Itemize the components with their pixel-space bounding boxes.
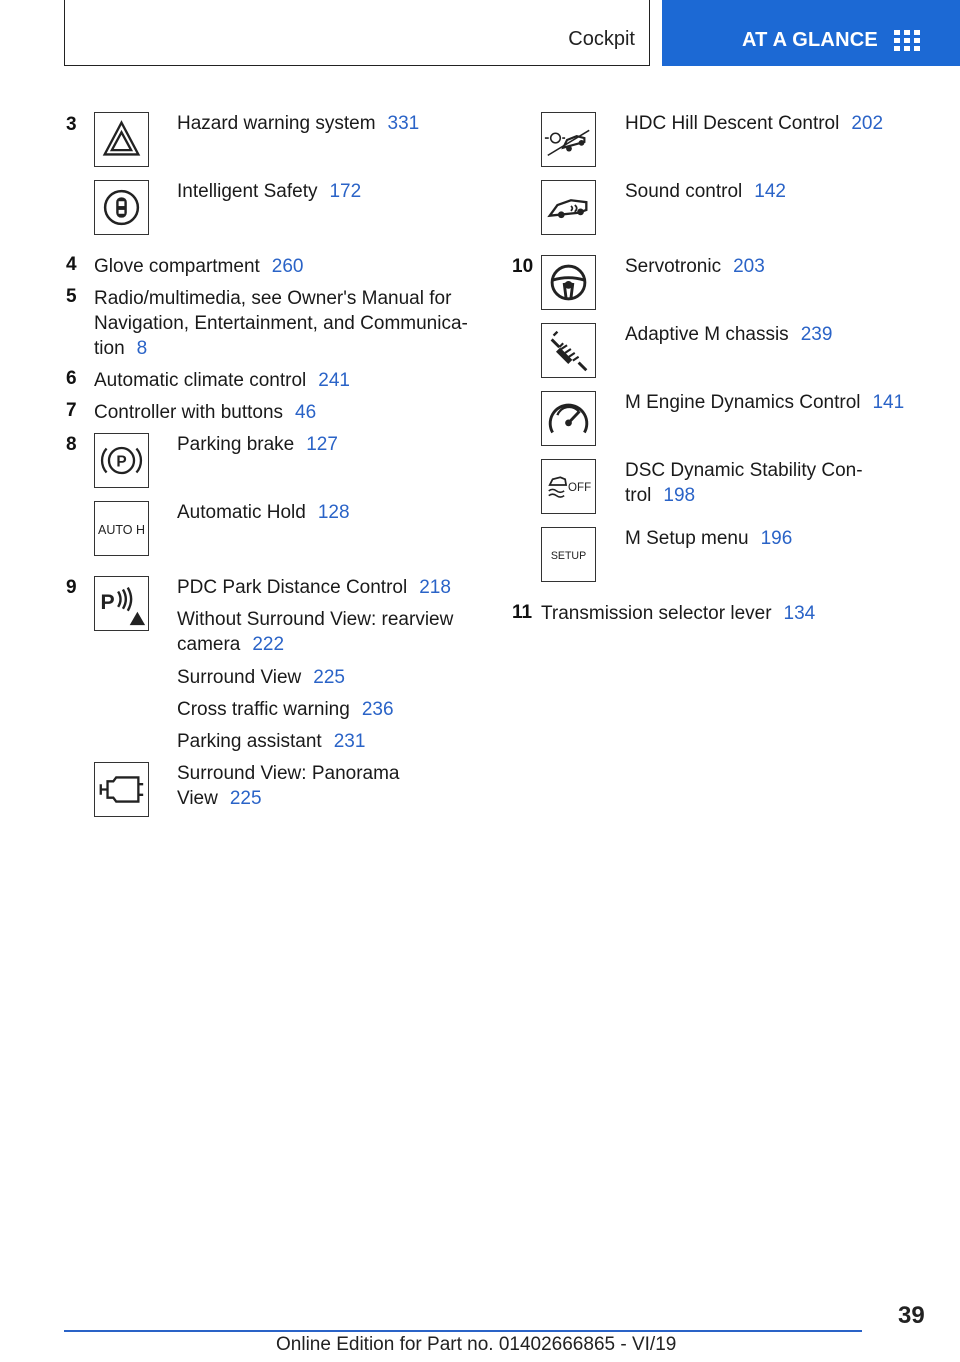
chapter-title: AT A GLANCE [742,29,878,51]
page-link[interactable]: 225 [229,788,262,809]
dsc-off-icon [541,459,596,514]
parking-brake-icon [94,433,149,488]
dsc-icon-text: OFF [568,481,592,494]
page-link[interactable]: 172 [329,181,362,202]
parking-brake-entry: Parking brake 127 [177,434,338,455]
page-link[interactable]: 198 [663,485,696,506]
item-number-4: 4 [66,254,77,275]
panorama-view-entry: Surround View: Panorama View 225 [177,763,400,809]
gauge-icon [541,391,596,446]
hazard-triangle-icon [94,112,149,167]
panorama-view-icon [94,762,149,817]
intelligent-safety-icon [94,180,149,235]
item-number-11: 11 [512,602,533,623]
chapter-tab[interactable] [662,0,960,66]
glove-compartment-entry: Glove compartment 260 [94,256,304,277]
page-link[interactable]: 127 [306,434,338,455]
page-number: 39 [898,1302,925,1329]
auto-hold-icon [94,501,149,556]
pdc-icon [94,576,149,631]
page-link[interactable]: 46 [295,402,317,423]
intelligent-safety-entry: Intelligent Safety 172 [177,181,362,202]
parking-assistant-entry: Parking assistant 231 [177,731,366,752]
rearview-camera-entry: Without Surround View: rearview camera 222 [177,609,454,655]
grid-menu-icon[interactable] [894,30,920,51]
surround-view-entry: Surround View 225 [177,667,345,688]
adaptive-chassis-entry: Adaptive M chassis 239 [625,324,833,345]
radio-multimedia-entry: Radio/multimedia, see Owner's Manual for Navigation, Entertainment, and Communica- tion 8 [94,288,468,359]
section-title: Cockpit [568,28,635,50]
page-link[interactable]: 231 [333,731,366,752]
page-link[interactable]: 218 [419,577,451,598]
sound-control-icon [541,180,596,235]
setup-icon-text: SETUP [550,549,587,562]
page-link[interactable]: 225 [313,667,345,688]
item-number-10: 10 [512,256,534,277]
steering-wheel-icon [541,255,596,310]
footer-divider [64,1330,862,1332]
page-link[interactable]: 260 [271,256,304,277]
transmission-entry: Transmission selector lever 134 [541,603,816,624]
hazard-warning-entry: Hazard warning system 331 [177,113,420,134]
automatic-hold-entry: Automatic Hold 128 [177,502,350,523]
shock-absorber-icon [541,323,596,378]
servotronic-entry: Servotronic 203 [625,256,765,277]
setup-menu-entry: M Setup menu 196 [625,528,793,549]
page-link[interactable]: 142 [754,181,786,202]
item-number-7: 7 [66,400,77,421]
page-link[interactable]: 222 [252,634,285,655]
item-number-3: 3 [66,114,77,135]
item-number-9: 9 [66,577,77,598]
climate-control-entry: Automatic climate control 241 [94,370,350,391]
item-number-6: 6 [66,368,77,389]
item-number-8: 8 [66,434,77,455]
hdc-icon [541,112,596,167]
page-link[interactable]: 134 [783,603,816,624]
controller-entry: Controller with buttons 46 [94,402,317,423]
auto-hold-icon-text: AUTO H [97,522,146,537]
page-link[interactable]: 196 [760,528,793,549]
cross-traffic-entry: Cross traffic warning 236 [177,699,394,720]
header-section-box [64,0,650,66]
pdc-entry: PDC Park Distance Control 218 [177,577,451,598]
page-link[interactable]: 202 [851,113,884,134]
svg-text:P: P [100,590,115,614]
page-link[interactable]: 331 [387,113,420,134]
page-link[interactable]: 236 [361,699,394,720]
dsc-entry: DSC Dynamic Stability Con- trol 198 [625,460,863,506]
page-link[interactable]: 128 [317,502,350,523]
page-link[interactable]: 8 [136,338,148,359]
setup-icon [541,527,596,582]
engine-dynamics-entry: M Engine Dynamics Control 141 [625,392,905,413]
page-link[interactable]: 239 [800,324,833,345]
svg-text:P: P [116,453,127,471]
page-link[interactable]: 141 [872,392,905,413]
footer-edition: Online Edition for Part no. 01402666865 - VI/19 [276,1334,677,1355]
page-link[interactable]: 203 [733,256,765,277]
hdc-entry: HDC Hill Descent Control 202 [625,113,884,134]
page-link[interactable]: 241 [318,370,350,391]
item-number-5: 5 [66,286,77,307]
sound-control-entry: Sound control 142 [625,181,786,202]
